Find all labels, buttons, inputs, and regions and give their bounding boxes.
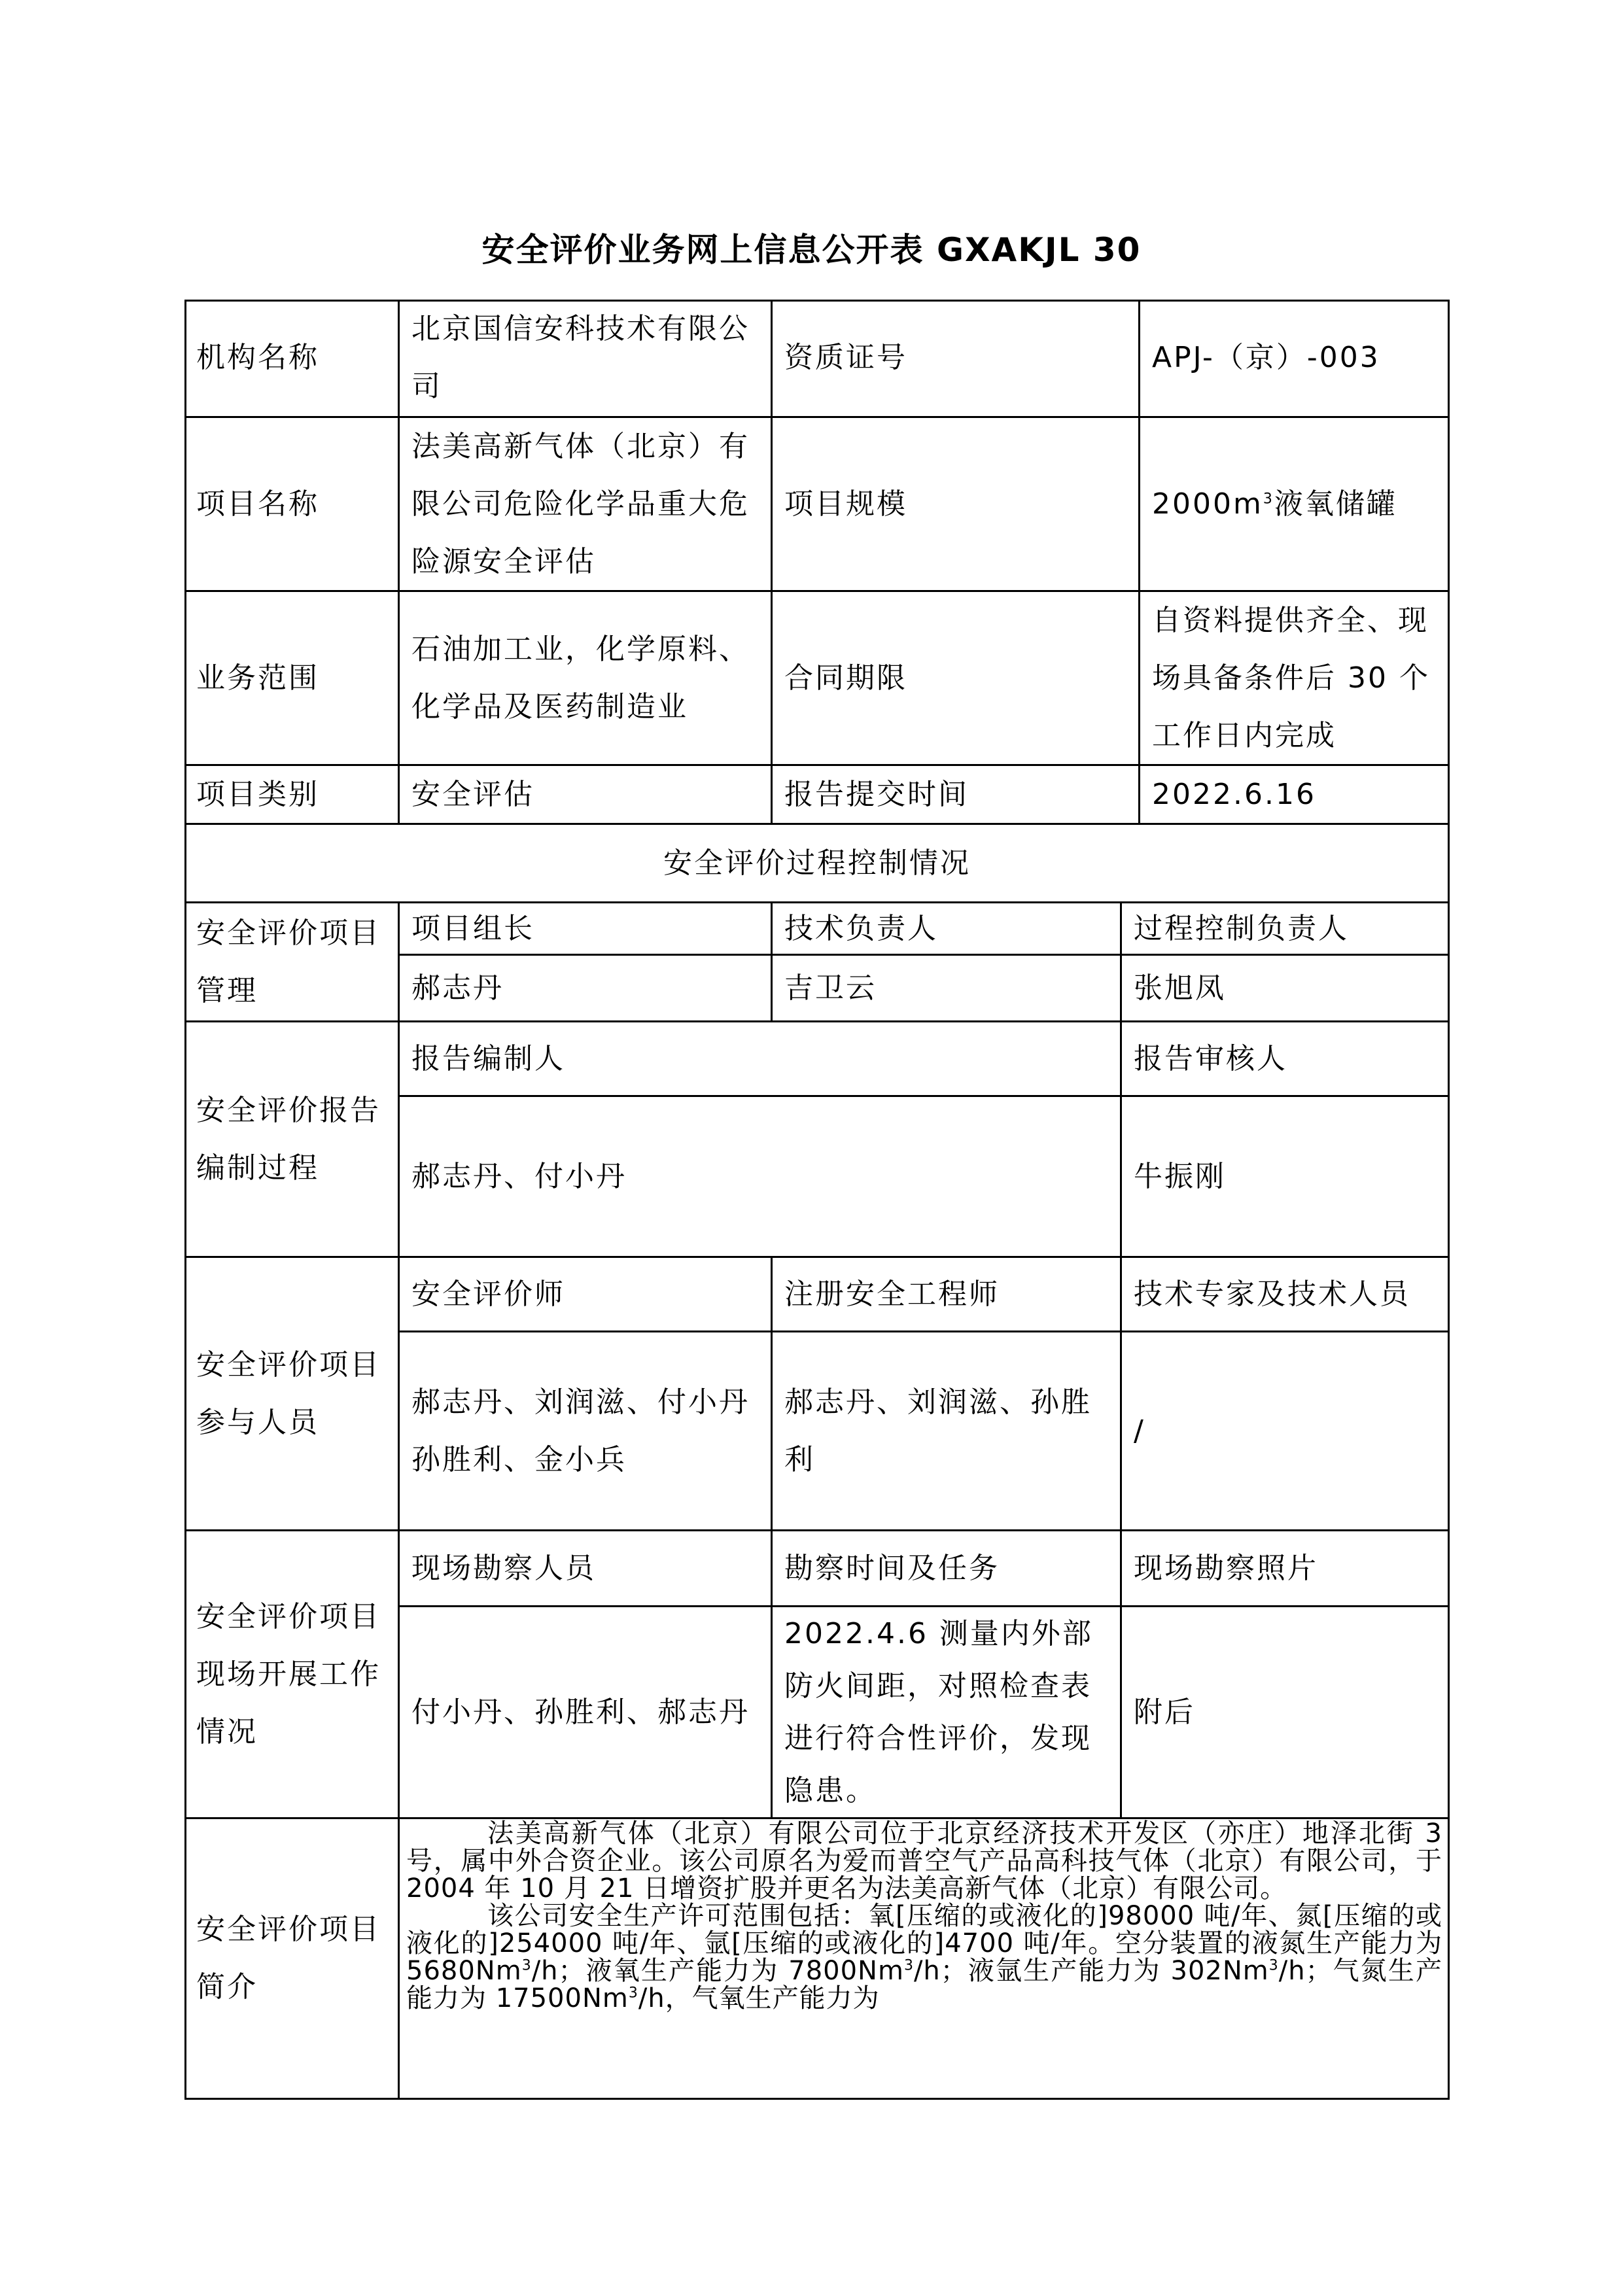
intro-label: 安全评价项目简介 [196, 1913, 381, 2004]
participants-v1: 郝志丹、刘润滋、付小丹孙胜利、金小兵 [411, 1385, 750, 1476]
participants-label: 安全评价项目参与人员 [196, 1348, 381, 1439]
scale-value [1140, 418, 1448, 590]
process-header: 安全评价过程控制情况 [663, 846, 971, 880]
management-v3: 张旭凤 [1134, 971, 1226, 1005]
site-work-h3: 现场勘察照片 [1134, 1551, 1318, 1585]
intro-paragraph-1: 法美高新气体（北京）有限公司位于北京经济技术开发区（亦庄）地泽北街 3 号，属中外合资企业。该公司原名为爱而普空气产品高科技气体（北京）有限公司，于 2004 年 10 月 21 日增资扩股并更名为法美高新气体（北京）有限公司。 [406, 1820, 1442, 1904]
category-label: 项目类别 [196, 777, 319, 811]
management-h1: 项目组长 [411, 911, 534, 945]
scale-unit-sup: 3 [1263, 490, 1274, 507]
project-name-value: 法美高新气体（北京）有限公司危险化学品重大危险源安全评估 [411, 429, 750, 578]
term-label: 合同期限 [784, 661, 907, 695]
compilation-h2: 报告审核人 [1134, 1041, 1287, 1075]
table-line [184, 2098, 1450, 2100]
participants-h2: 注册安全工程师 [784, 1277, 1000, 1311]
site-work-v3: 附后 [1134, 1695, 1195, 1729]
project-name-label: 项目名称 [196, 487, 319, 521]
site-work-h2: 勘察时间及任务 [784, 1551, 1000, 1585]
site-work-v2: 2022.4.6 测量内外部防火间距，对照检查表进行符合性评价，发现隐患。 [784, 1616, 1093, 1807]
participants-h1: 安全评价师 [411, 1277, 565, 1311]
scale-number: 2000m [1152, 487, 1263, 521]
participants-v2: 郝志丹、刘润滋、孙胜利 [784, 1385, 1092, 1476]
intro-paragraph-2: 该公司安全生产许可范围包括：氧[压缩的或液化的]98000 吨/年、氮[压缩的或液化的]254000 吨/年、氩[压缩的或液化的]4700 吨/年。空分装置的液氮生产能力为 5680Nm$^3$/h；液氧生产能力为 7800Nm$^3$/h；液氩生产能力为 302Nm$^3$/h；气氮生产能力为 17500Nm$^3$/h，气氧生产能力为 [406, 1901, 1443, 2013]
category-value: 安全评估 [411, 777, 534, 811]
management-v2: 吉卫云 [784, 971, 877, 1005]
compilation-h1: 报告编制人 [411, 1041, 565, 1075]
submit-value: 2022.6.16 [1152, 777, 1316, 811]
participants-h3: 技术专家及技术人员 [1134, 1277, 1410, 1311]
participants-v3: / [1134, 1414, 1145, 1448]
org-name-value: 北京国信安科技术有限公司 [411, 312, 750, 403]
site-work-label: 安全评价项目现场开展工作情况 [196, 1599, 381, 1748]
management-h2: 技术负责人 [784, 911, 938, 945]
scope-value: 石油加工业，化学原料、化学品及医药制造业 [411, 632, 750, 723]
org-name-label: 机构名称 [196, 341, 319, 374]
table-line [1448, 300, 1450, 2100]
submit-label: 报告提交时间 [784, 777, 969, 811]
scope-label: 业务范围 [196, 661, 319, 695]
cert-value: APJ-（京）-003 [1152, 341, 1380, 374]
scale-desc: 液氧储罐 [1274, 487, 1397, 521]
compilation-label: 安全评价报告编制过程 [196, 1093, 381, 1185]
management-h3: 过程控制负责人 [1134, 911, 1349, 945]
site-work-h1: 现场勘察人员 [411, 1551, 596, 1585]
cert-label: 资质证号 [784, 341, 907, 374]
management-v1: 郝志丹 [411, 971, 504, 1005]
scale-label: 项目规模 [784, 487, 907, 521]
page-title: 安全评价业务网上信息公开表 GXAKJL 30 [481, 231, 1142, 269]
project-intro [402, 1820, 1446, 2095]
term-value: 自资料提供齐全、现场具备条件后 30 个工作日内完成 [1152, 603, 1430, 752]
management-label: 安全评价项目管理 [196, 916, 381, 1007]
compilation-v1: 郝志丹、付小丹 [411, 1159, 627, 1193]
site-work-v1: 付小丹、孙胜利、郝志丹 [411, 1695, 750, 1729]
compilation-v2: 牛振刚 [1134, 1159, 1226, 1193]
